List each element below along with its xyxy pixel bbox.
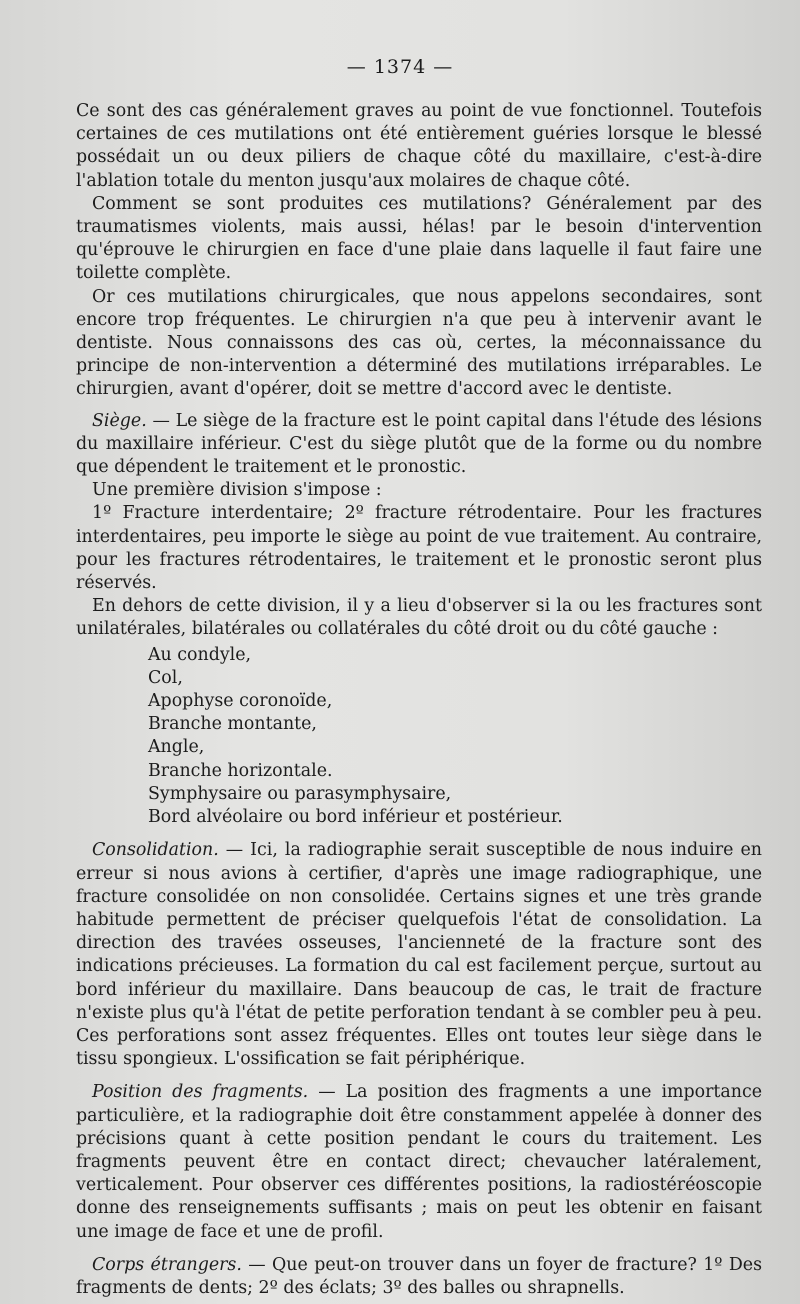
list-item: Col, <box>148 667 183 688</box>
section-label-consolidation: Consolidation. <box>92 840 219 861</box>
paragraph-or: Or ces mutilations chirurgicales, que nous appelons secondaires, sont encore trop fréquentes. Le chirurgien n'a que peu à intervenir avant le dentiste. Nous connaissons des cas où, certes, la méconnaissance du principe de non-intervention a déterminé des mutilations irréparables. Le chirurgien, avant d'opérer, doit se mettre d'accord avec le dentiste. <box>76 286 762 400</box>
paragraph-corps <box>76 1254 762 1300</box>
corps-text: — Que peut-on trouver dans un foyer de fracture? 1º Des fragments de dents; 2º des éclats; 3º des balles ou shrapnells. <box>76 1254 763 1298</box>
fracture-site-list <box>76 644 762 830</box>
list-item: Branche montante, <box>148 714 317 735</box>
paragraph-division: Une première division s'impose : <box>92 480 382 501</box>
page-number: — 1374 — <box>346 56 454 78</box>
siege-text: — Le siège de la fracture est le point capital dans l'étude des lésions du maxillaire inférieur. C'est du siège plutôt que de la forme ou du nombre que dépendent le traitement et le pronostic. <box>76 410 762 478</box>
list-item: Branche horizontale. <box>148 760 333 781</box>
paragraph-position <box>76 1081 762 1243</box>
position-text: — La position des fragments a une importance particulière, et la radiographie doit être constamment appelée à donner des précisions quant à cette position pendant le cours du traitement. Les fragments peuvent être en contact direct; chevaucher latéralement, verticalement. Pour observer ces différentes positions, la radiostéréoscopie donne des renseignements suffisants ; mais on peut les obtenir en faisant une image de face et une de profil. <box>76 1082 762 1242</box>
paragraph-types: 1º Fracture interdentaire; 2º fracture rétrodentaire. Pour les fractures interdentaires, peu importe le siège au point de vue traitement. Au contraire, pour les fractures rétrodentaires, le traitement et le pronostic seront plus réservés. <box>76 503 762 594</box>
list-item: Apophyse coronoïde, <box>148 691 333 712</box>
section-label-corps: Corps étrangers. <box>92 1254 242 1275</box>
list-item: Au condyle, <box>148 644 252 665</box>
paragraph-comment: Comment se sont produites ces mutilations? Généralement par des traumatismes violents, mais aussi, hélas! par le besoin d'intervention qu'éprouve le chirurgien en face d'une plaie dans laquelle il faut faire une toilette complète. <box>76 193 762 284</box>
paragraph-consolidation <box>76 839 762 1071</box>
paragraph-observe: En dehors de cette division, il y a lieu d'observer si la ou les fractures sont unilatérales, bilatérales ou collatérales du côté droit ou du côté gauche : <box>76 596 762 640</box>
list-item: Angle, <box>148 737 205 758</box>
section-label-siege: Siège. <box>92 410 147 431</box>
body-text <box>76 100 762 1300</box>
list-item: Symphysaire ou parasymphysaire, <box>148 783 452 804</box>
paragraph-siege <box>76 410 762 480</box>
section-label-position: Position des fragments. <box>92 1082 309 1103</box>
list-item: Bord alvéolaire ou bord inférieur et postérieur. <box>148 807 563 828</box>
consolidation-text: — Ici, la radiographie serait susceptible de nous induire en erreur si nous avions à certifier, d'après une image radiographique, une fracture consolidée on non consolidée. Certains signes et une très grande habitude permettent de préciser quelquefois l'état de consolidation. La direction des travées osseuses, l'ancienneté de la fracture sont des indications précieuses. La formation du cal est facilement perçue, surtout au bord inférieur du maxillaire. Dans beaucoup de cas, le trait de fracture n'existe plus qu'à l'état de petite perforation tendant à se combler peu à peu. Ces perforations sont assez fréquentes. Elles ont toutes leur siège dans le tissu spongieux. L'ossification se fait périphérique. <box>76 840 762 1070</box>
paragraph-intro: Ce sont des cas généralement graves au point de vue fonctionnel. Toutefois certaines de ces mutilations ont été entièrement guéries lorsque le blessé possédait un ou deux piliers de chaque côté du maxillaire, c'est-à-dire l'ablation totale du menton jusqu'aux molaires de chaque côté. <box>76 101 762 191</box>
